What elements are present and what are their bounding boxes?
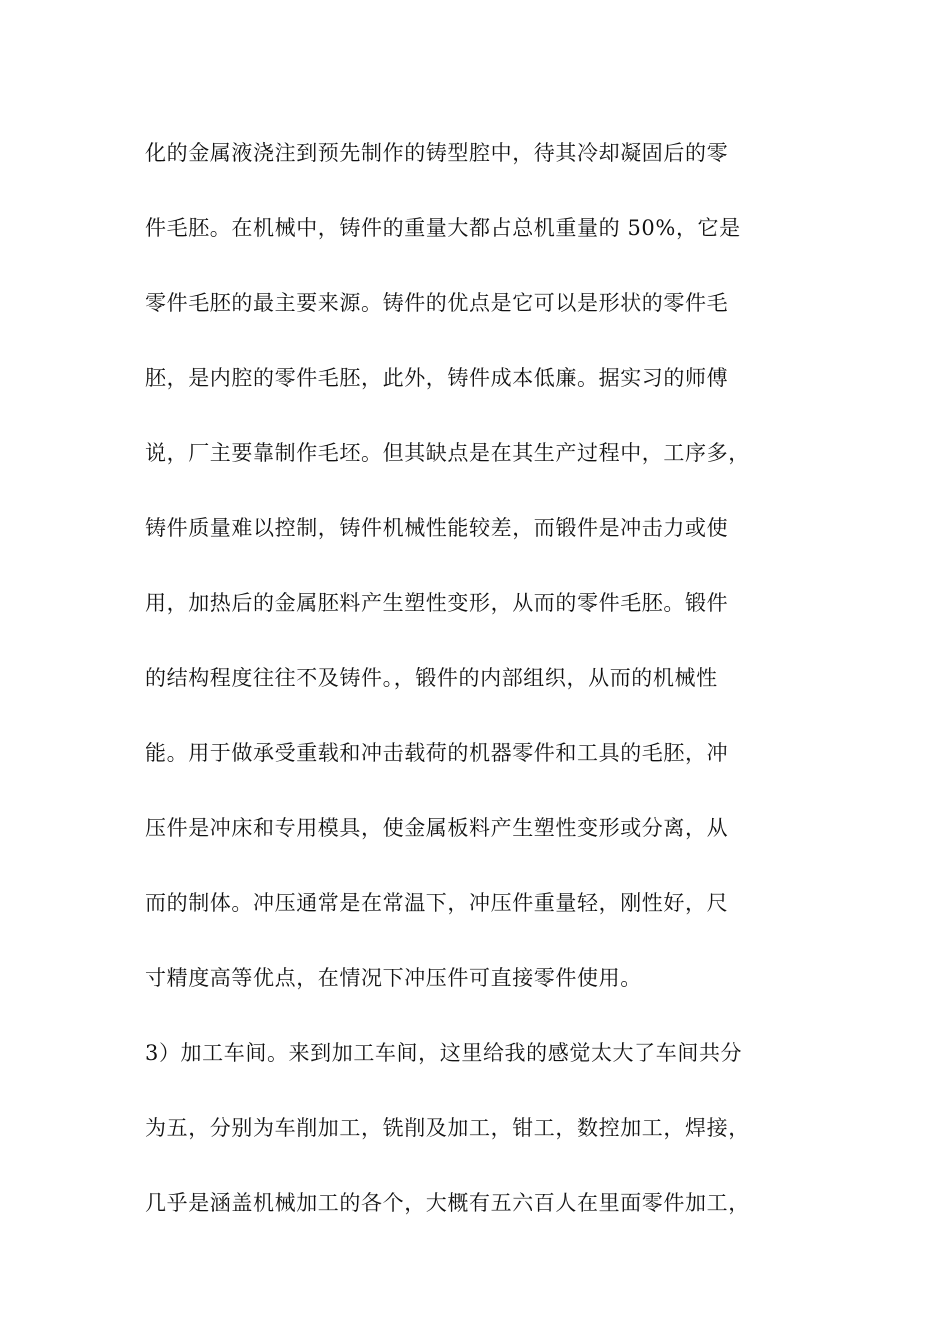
body-text [145,133,825,1258]
text-line: 为五，分别为车削加工，铣削及加工，钳工，数控加工，焊接， [145,1116,750,1140]
text-line: 能。用于做承受重载和冲击载荷的机器零件和工具的毛胚，冲 [145,741,729,765]
text-line: 的结构程度往往不及铸件。，锻件的内部组织，从而的机械性 [145,666,718,690]
text-line: 化的金属液浇注到预先制作的铸型腔中，待其冷却凝固后的零 [145,141,729,165]
text-line: 几乎是涵盖机械加工的各个，大概有五六百人在里面零件加工， [145,1191,750,1215]
text-line: 而的制体。冲压通常是在常温下，冲压件重量轻，刚性好，尺 [145,891,729,915]
text-line: 3）加工车间。来到加工车间，这里给我的感觉太大了车间共分 [145,1041,743,1065]
text-line: 用，加热后的金属胚料产生塑性变形，从而的零件毛胚。锻件 [145,591,729,615]
text-line: 零件毛胚的最主要来源。铸件的优点是它可以是形状的零件毛 [145,291,729,315]
text-line: 说，厂主要靠制作毛坯。但其缺点是在其生产过程中，工序多， [145,441,750,465]
text-line: 寸精度高等优点，在情况下冲压件可直接零件使用。 [145,966,642,990]
text-line: 压件是冲床和专用模具，使金属板料产生塑性变形或分离，从 [145,816,729,840]
text-line: 胚，是内腔的零件毛胚，此外，铸件成本低廉。据实习的师傅 [145,366,729,390]
text-line: 件毛胚。在机械中，铸件的重量大都占总机重量的 50%，它是 [145,216,741,240]
text-line: 铸件质量难以控制，铸件机械性能较差，而锻件是冲击力或使 [145,516,729,540]
